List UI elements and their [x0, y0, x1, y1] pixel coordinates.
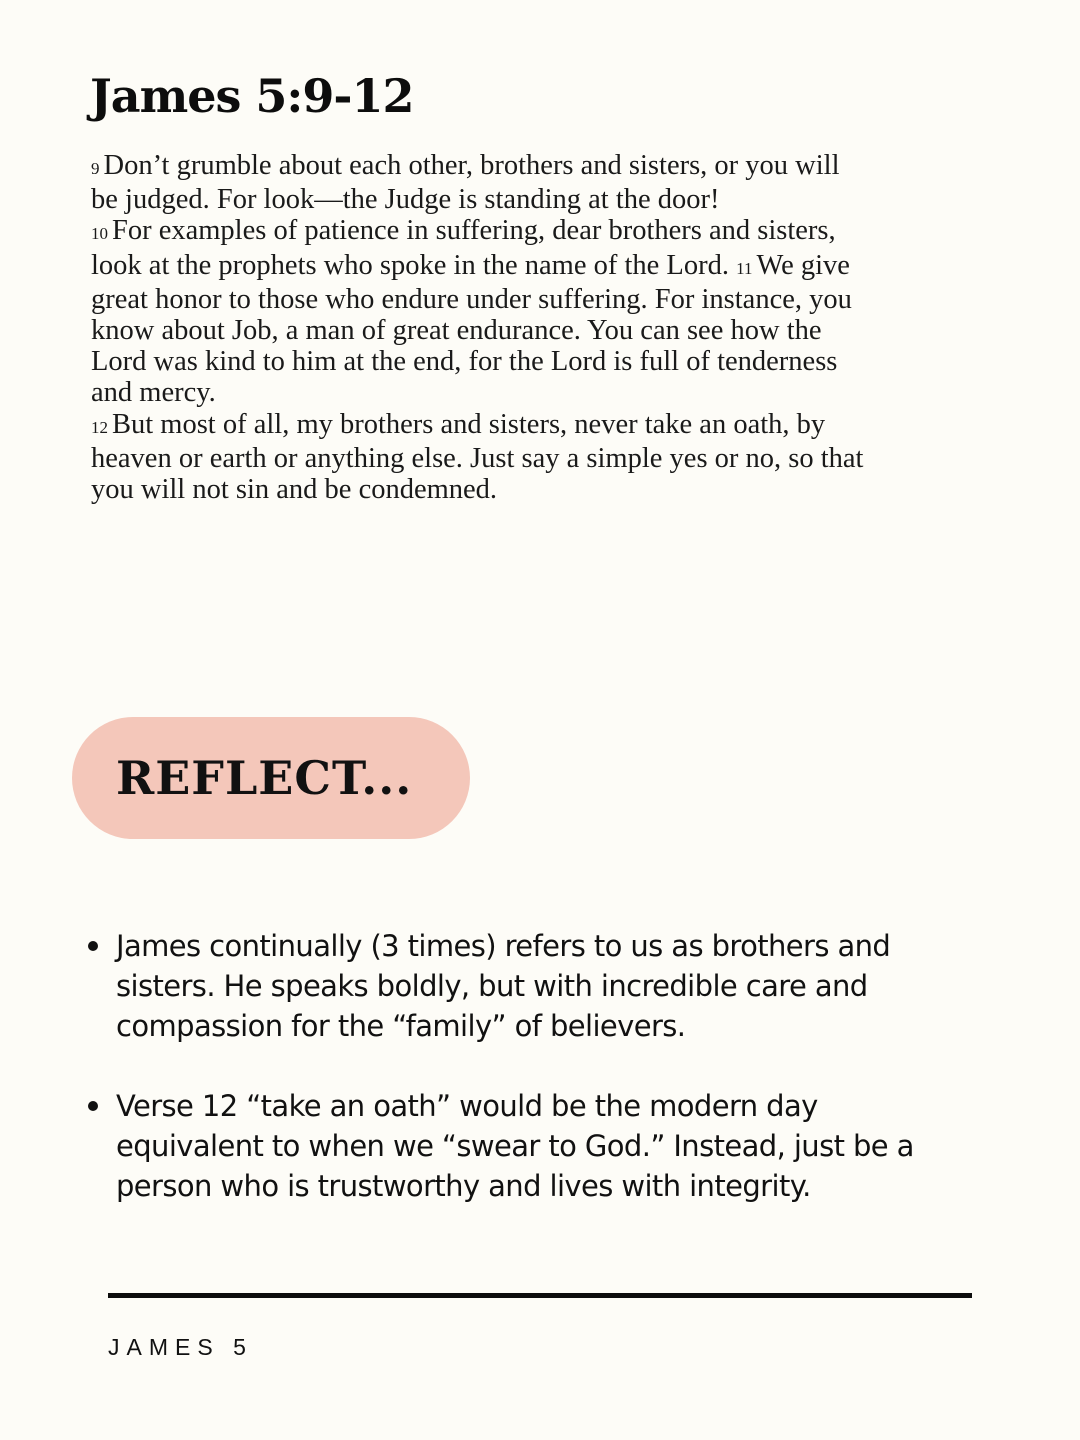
point-line: person who is trustworthy and lives with integrity. — [116, 1169, 811, 1203]
reflect-points — [116, 926, 1016, 1246]
scripture-line: great honor to those who endure under suffering. For instance, you — [91, 283, 852, 315]
bullet-icon — [88, 941, 98, 951]
footer-label: JAMES 5 — [108, 1334, 253, 1360]
verse-text: But most of all, my brothers and sisters, never take an oath, by — [112, 408, 826, 440]
list-item — [116, 1086, 1016, 1206]
footer-divider — [108, 1293, 972, 1298]
verse-text: For examples of patience in suffering, dear brothers and sisters, — [112, 215, 836, 247]
list-item — [116, 926, 1016, 1046]
verse-number: 11 — [736, 258, 753, 278]
page-title: James 5:9-12 — [90, 69, 414, 123]
point-line: Verse 12 “take an oath” would be the modern day — [116, 1089, 818, 1123]
scripture-line: heaven or earth or anything else. Just say a simple yes or no, so that — [91, 442, 864, 474]
scripture-line: and mercy. — [91, 377, 216, 409]
verse-text: Don’t grumble about each other, brothers and sisters, or you will — [103, 150, 840, 181]
scripture-passage — [91, 150, 1031, 505]
verse-text: We give — [756, 249, 850, 281]
scripture-line — [91, 150, 1031, 184]
scripture-line: Lord was kind to him at the end, for the Lord is full of tenderness — [91, 346, 838, 378]
verse-number: 10 — [91, 224, 108, 244]
point-line: equivalent to when we “swear to God.” Instead, just be a — [116, 1129, 914, 1163]
scripture-line — [91, 250, 1031, 284]
verse-text: look at the prophets who spoke in the name of the Lord. — [91, 249, 729, 281]
point-line: compassion for the “family” of believers. — [116, 1009, 686, 1043]
scripture-line — [91, 409, 1031, 443]
bullet-icon — [88, 1101, 98, 1111]
verse-number: 9 — [91, 159, 100, 178]
scripture-line: you will not sin and be condemned. — [91, 474, 498, 506]
verse-number: 12 — [91, 417, 108, 437]
point-line: James continually (3 times) refers to us as brothers and — [116, 929, 891, 963]
scripture-line: know about Job, a man of great endurance. You can see how the — [91, 315, 822, 347]
scripture-line — [91, 215, 1031, 249]
point-line: sisters. He speaks boldly, but with incredible care and — [116, 969, 868, 1003]
reflect-heading: REFLECT... — [116, 751, 413, 805]
scripture-line: be judged. For look—the Judge is standing at the door! — [91, 184, 720, 216]
